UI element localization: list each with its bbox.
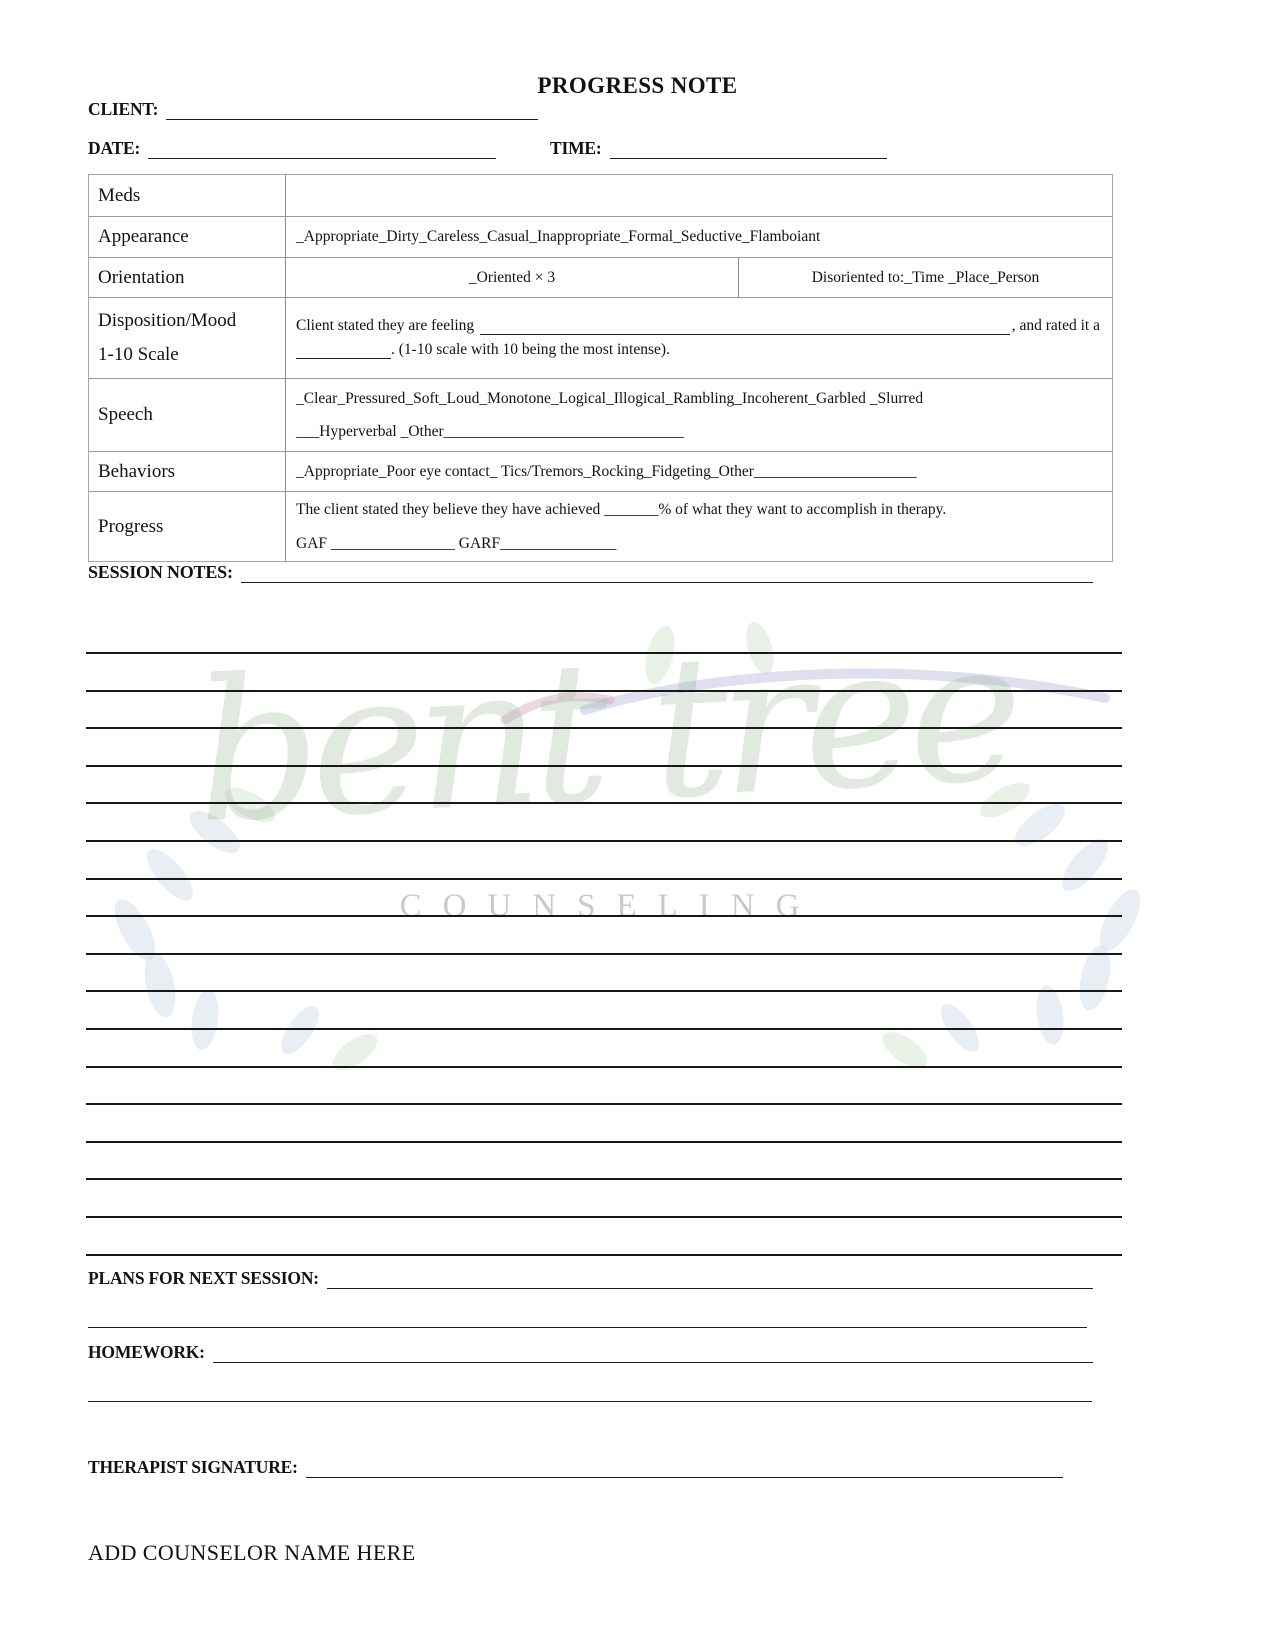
speech-content: _Clear_Pressured_Soft_Loud_Monotone_Logical_Illogical_Rambling_Incoherent_Garbled _Slurred ___Hyperverbal _Other_______________________________ (296, 389, 924, 440)
ruled-line (86, 1254, 1122, 1256)
client-blank (166, 102, 538, 120)
plans-row (88, 1268, 1093, 1289)
counselor-name-placeholder: ADD COUNSELOR NAME HERE (88, 1540, 416, 1565)
disoriented-option: Disoriented to:_Time _Place_Person (738, 258, 1112, 297)
ruled-line (86, 1178, 1122, 1180)
appearance-content: _Appropriate_Dirty_Careless_Casual_Inappropriate_Formal_Seductive_Flamboiant (296, 228, 821, 245)
ruled-line (86, 1216, 1122, 1218)
plans-label: PLANS FOR NEXT SESSION: (88, 1268, 319, 1288)
watermark-subtitle-text: COUNSELING (399, 888, 821, 924)
feeling-blank (480, 318, 1010, 335)
behaviors-label: Behaviors (89, 452, 286, 491)
table-row-appearance (89, 216, 1112, 257)
table-row-behaviors (89, 451, 1112, 491)
plans-blank (327, 1271, 1093, 1289)
appearance-label: Appearance (89, 217, 286, 257)
client-row (88, 99, 558, 120)
speech-label: Speech (89, 379, 286, 451)
progress-label: Progress (89, 492, 286, 561)
orientation-content (286, 258, 1112, 297)
table-row-speech (89, 378, 1112, 451)
meds-content (286, 175, 1112, 216)
session-notes-blank (241, 565, 1093, 583)
behaviors-content: _Appropriate_Poor eye contact_ Tics/Tremors_Rocking_Fidgeting_Other_____________________ (296, 462, 917, 480)
ruled-line (86, 1103, 1122, 1105)
page-title: PROGRESS NOTE (537, 73, 738, 98)
table-row-orientation (89, 257, 1112, 297)
disposition-text-1: Client stated they are feeling (296, 317, 475, 334)
disposition-content (286, 298, 1112, 378)
time-blank (610, 141, 887, 159)
disposition-label: Disposition/Mood 1-10 Scale (89, 298, 286, 378)
watermark-script-text: bent tree (189, 596, 1019, 867)
homework-extra-line (88, 1401, 1092, 1402)
oriented-option: _Oriented × 3 (468, 268, 556, 286)
orientation-label: Orientation (89, 258, 286, 297)
session-notes-label: SESSION NOTES: (88, 562, 233, 582)
date-row (88, 138, 508, 159)
session-notes-row (88, 562, 1093, 583)
table-row-meds (89, 175, 1112, 216)
therapist-signature-blank (306, 1460, 1063, 1478)
table-row-disposition (89, 297, 1112, 378)
plans-extra-line (88, 1327, 1087, 1328)
homework-blank (213, 1345, 1093, 1363)
homework-row (88, 1342, 1093, 1363)
meds-label: Meds (89, 175, 286, 216)
disposition-text-2: , and rated it a (1011, 317, 1100, 334)
progress-content: The client stated they believe they have achieved _______% of what they want to accomplish in therapy. GAF ________________ GARF_______________ (296, 501, 947, 552)
rating-blank (296, 342, 391, 359)
time-label: TIME: (550, 138, 602, 158)
client-label: CLIENT: (88, 99, 159, 119)
date-blank (148, 141, 496, 159)
time-row (550, 138, 900, 159)
homework-label: HOMEWORK: (88, 1342, 205, 1362)
assessment-table (88, 174, 1113, 562)
table-row-progress (89, 491, 1112, 561)
disposition-text-3: . (1-10 scale with 10 being the most intense). (391, 341, 670, 358)
watermark (0, 596, 1275, 1080)
date-label: DATE: (88, 138, 141, 158)
signature-row (88, 1457, 1063, 1478)
therapist-signature-label: THERAPIST SIGNATURE: (88, 1457, 298, 1477)
ruled-line (86, 1141, 1122, 1143)
